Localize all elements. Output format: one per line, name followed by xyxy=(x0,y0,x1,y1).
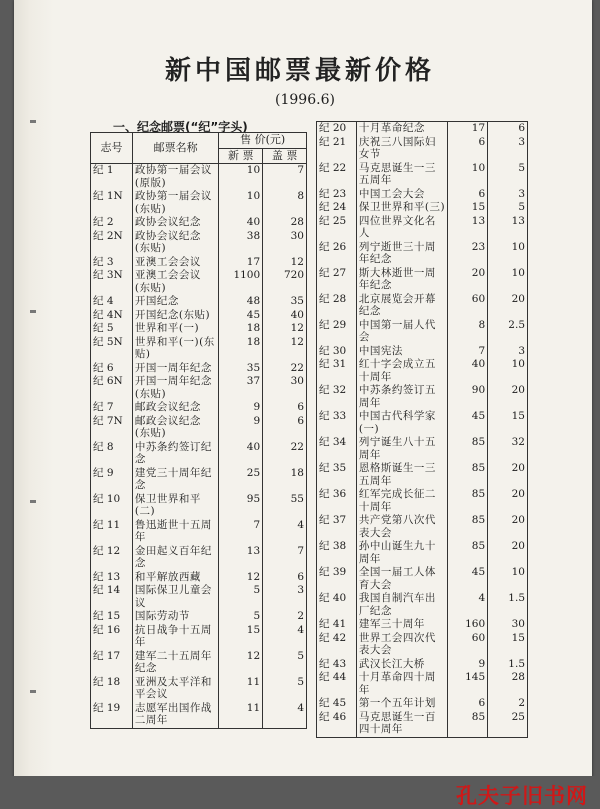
stamp-code: 纪 18 xyxy=(91,676,133,702)
watermark-text: 孔夫子旧书网 xyxy=(456,784,588,808)
price-used: 30 xyxy=(290,375,304,387)
stamp-name: 亚澳工会会议 xyxy=(132,256,218,270)
price-new: 12 xyxy=(219,571,263,585)
price-new: 40 xyxy=(219,216,263,230)
stamp-name: 政协第一届会议(东贴) xyxy=(132,190,218,216)
stamp-name: 亚澳工会会议(东贴) xyxy=(132,269,218,295)
price-used: 10 xyxy=(511,358,525,370)
stamp-name: 列宁诞生八十五周年 xyxy=(356,436,447,462)
price-used: 3 xyxy=(518,344,525,357)
stamp-name: 世界和平(一)(东贴) xyxy=(132,336,218,362)
price-new: 60 xyxy=(448,293,488,319)
stamp-code: 纪 19 xyxy=(91,702,133,729)
price-new: 85 xyxy=(448,540,488,566)
stamp-name: 中国第一届人代会 xyxy=(356,319,447,345)
stamp-name: 我国自制汽车出厂纪念 xyxy=(356,592,447,618)
price-used: 55 xyxy=(290,492,304,505)
stamp-code: 纪 22 xyxy=(317,162,357,188)
price-new: 5 xyxy=(219,584,263,610)
table-row xyxy=(317,658,528,672)
price-used: 20 xyxy=(511,384,525,396)
stamp-code: 纪 1 xyxy=(91,164,133,191)
stamp-name: 国际保卫儿童会议 xyxy=(132,584,218,610)
stamp-name: 红十字会成立五十周年 xyxy=(356,358,447,384)
stamp-code: 纪 3 xyxy=(91,256,133,270)
table-row xyxy=(91,164,307,191)
price-new: 25 xyxy=(219,467,263,493)
stamp-name: 国际劳动节 xyxy=(132,610,218,624)
table-row xyxy=(91,295,307,309)
table-row xyxy=(317,566,528,592)
stamp-code: 纪 7N xyxy=(91,415,133,441)
stamp-name: 北京展览会开幕纪念 xyxy=(356,293,447,319)
staple-mark xyxy=(30,690,36,693)
stamp-name: 邮政会议纪念(东贴) xyxy=(132,415,218,441)
price-used: 1.5 xyxy=(508,592,525,604)
price-used: 6 xyxy=(297,570,304,583)
stamp-name: 政协第一届会议(原版) xyxy=(132,164,218,191)
header-name: 邮票名称 xyxy=(132,133,218,164)
stamp-code: 纪 40 xyxy=(317,592,357,618)
stamp-code: 纪 39 xyxy=(317,566,357,592)
stamp-code: 纪 27 xyxy=(317,267,357,293)
table-row xyxy=(91,375,307,401)
price-used: 30 xyxy=(290,229,304,242)
price-new: 6 xyxy=(448,188,488,202)
stamp-name: 中苏条约签订纪念 xyxy=(132,441,218,467)
price-new: 85 xyxy=(448,462,488,488)
price-new: 40 xyxy=(448,358,488,384)
stamp-name: 世界和平(一) xyxy=(132,322,218,336)
table-row xyxy=(317,540,528,566)
right-table-body xyxy=(317,122,528,738)
price-new: 48 xyxy=(219,295,263,309)
price-used: 10 xyxy=(511,240,525,253)
price-new: 18 xyxy=(219,322,263,336)
price-new: 160 xyxy=(448,618,488,632)
table-row xyxy=(91,650,307,676)
table-row xyxy=(317,711,528,738)
price-new: 95 xyxy=(219,493,263,519)
stamp-name: 十月革命四十周年 xyxy=(356,671,447,697)
table-row xyxy=(91,190,307,216)
stamp-code: 纪 42 xyxy=(317,632,357,658)
table-row xyxy=(317,358,528,384)
price-used: 2.5 xyxy=(508,318,525,331)
stamp-code: 纪 41 xyxy=(317,618,357,632)
price-used: 12 xyxy=(290,255,304,268)
table-row xyxy=(91,415,307,441)
table-row xyxy=(317,241,528,267)
price-new: 45 xyxy=(219,309,263,323)
price-used: 20 xyxy=(511,292,525,305)
stamp-name: 武汉长江大桥 xyxy=(356,658,447,672)
price-used: 22 xyxy=(290,440,304,453)
table-row xyxy=(91,362,307,376)
price-used: 12 xyxy=(290,322,304,334)
price-used: 4 xyxy=(297,623,304,636)
table-row xyxy=(317,122,528,136)
page-title: 新中国邮票最新价格 xyxy=(164,56,435,86)
stamp-code: 纪 4 xyxy=(91,295,133,309)
stamp-name: 斯大林逝世一周年纪念 xyxy=(356,267,447,293)
stamp-code: 纪 4N xyxy=(91,309,133,323)
price-new: 45 xyxy=(448,566,488,592)
stamp-name: 政协会议纪念 xyxy=(132,216,218,230)
price-new: 45 xyxy=(448,410,488,436)
price-new: 85 xyxy=(448,711,488,738)
price-used: 35 xyxy=(290,295,304,307)
price-new: 60 xyxy=(448,632,488,658)
stamp-name: 世界工会四次代表大会 xyxy=(356,632,447,658)
stamp-name: 中国古代科学家(一) xyxy=(356,410,447,436)
table-row xyxy=(91,230,307,256)
stamp-code: 纪 25 xyxy=(317,215,357,241)
table-row xyxy=(91,256,307,270)
price-new: 35 xyxy=(219,362,263,376)
stamp-name: 保卫世界和平(二) xyxy=(132,493,218,519)
price-new: 11 xyxy=(219,702,263,729)
price-used: 18 xyxy=(290,466,304,479)
stamp-name: 邮政会议纪念 xyxy=(132,401,218,415)
price-new: 40 xyxy=(219,441,263,467)
price-new: 85 xyxy=(448,436,488,462)
price-new: 15 xyxy=(448,201,488,215)
table-row xyxy=(91,545,307,571)
stamp-code: 纪 24 xyxy=(317,201,357,215)
stamp-code: 纪 38 xyxy=(317,540,357,566)
table-row xyxy=(91,702,307,729)
price-new: 9 xyxy=(219,401,263,415)
stamp-name: 全国一届工人体育大会 xyxy=(356,566,447,592)
stamp-name: 第一个五年计划 xyxy=(356,697,447,711)
price-used: 5 xyxy=(297,649,304,662)
stamp-code: 纪 2 xyxy=(91,216,133,230)
table-row xyxy=(91,584,307,610)
price-used: 20 xyxy=(511,488,525,500)
price-new: 6 xyxy=(448,136,488,162)
stamp-name: 孙中山诞生九十周年 xyxy=(356,540,447,566)
stamp-name: 抗日战争十五周年 xyxy=(132,624,218,650)
price-used: 4 xyxy=(297,518,304,531)
price-used: 12 xyxy=(290,335,304,348)
stamp-code: 纪 29 xyxy=(317,319,357,345)
stamp-name: 列宁逝世三十周年纪念 xyxy=(356,241,447,267)
price-used: 3 xyxy=(518,135,525,148)
stamp-name: 中国工会大会 xyxy=(356,188,447,202)
price-table-left xyxy=(90,132,307,729)
table-row xyxy=(317,618,528,632)
stamp-name: 开国纪念(东贴) xyxy=(132,309,218,323)
stamp-code: 纪 44 xyxy=(317,671,357,697)
table-row xyxy=(91,441,307,467)
stamp-code: 纪 1N xyxy=(91,190,133,216)
stamp-code: 纪 2N xyxy=(91,230,133,256)
stamp-code: 纪 3N xyxy=(91,269,133,295)
price-used: 28 xyxy=(511,671,525,683)
price-new: 11 xyxy=(219,676,263,702)
stamp-name: 亚洲及太平洋和平会议 xyxy=(132,676,218,702)
table-row xyxy=(317,462,528,488)
stamp-code: 纪 11 xyxy=(91,519,133,545)
header-used: 盖 票 xyxy=(263,148,307,164)
stamp-code: 纪 10 xyxy=(91,493,133,519)
price-table-right xyxy=(316,121,528,738)
price-used: 5 xyxy=(518,161,525,174)
price-new: 7 xyxy=(219,519,263,545)
table-row xyxy=(91,519,307,545)
table-row xyxy=(317,345,528,359)
stamp-code: 纪 6N xyxy=(91,375,133,401)
stamp-name: 中苏条约签订五周年 xyxy=(356,384,447,410)
stamp-name: 和平解放西藏 xyxy=(132,571,218,585)
price-new: 20 xyxy=(448,267,488,293)
table-row xyxy=(317,201,528,215)
table-row xyxy=(317,162,528,188)
stamp-code: 纪 37 xyxy=(317,514,357,540)
price-used: 7 xyxy=(297,164,304,176)
table-row xyxy=(317,188,528,202)
stamp-code: 纪 31 xyxy=(317,358,357,384)
header-price: 售 价(元) xyxy=(219,133,307,149)
table-row xyxy=(317,384,528,410)
price-new: 9 xyxy=(219,415,263,441)
left-table-body xyxy=(91,164,307,729)
table-row xyxy=(317,136,528,162)
price-used: 10 xyxy=(511,266,525,279)
stamp-name: 恩格斯诞生一三五周年 xyxy=(356,462,447,488)
price-new: 10 xyxy=(219,164,263,191)
price-used: 6 xyxy=(518,122,525,134)
stamp-code: 纪 8 xyxy=(91,441,133,467)
price-new: 85 xyxy=(448,514,488,540)
table-row xyxy=(91,624,307,650)
price-used: 40 xyxy=(290,308,304,321)
table-row xyxy=(317,592,528,618)
stamp-name: 政协会议纪念(东贴) xyxy=(132,230,218,256)
section-heading: 一、纪念邮票(“纪”字头) xyxy=(113,120,248,134)
price-used: 13 xyxy=(511,214,525,227)
stamp-code: 纪 30 xyxy=(317,345,357,359)
table-row xyxy=(317,293,528,319)
price-new: 1100 xyxy=(219,269,263,295)
price-used: 30 xyxy=(511,618,525,630)
price-new: 13 xyxy=(219,545,263,571)
price-used: 2 xyxy=(297,610,304,622)
stamp-code: 纪 13 xyxy=(91,571,133,585)
stamp-code: 纪 23 xyxy=(317,188,357,202)
staple-mark xyxy=(30,310,36,313)
price-used: 22 xyxy=(290,361,304,374)
table-row xyxy=(317,488,528,514)
stamp-code: 纪 36 xyxy=(317,488,357,514)
stamp-code: 纪 12 xyxy=(91,545,133,571)
stamp-code: 纪 26 xyxy=(317,241,357,267)
price-used: 15 xyxy=(511,410,525,422)
table-row xyxy=(317,671,528,697)
stamp-code: 纪 17 xyxy=(91,650,133,676)
price-used: 1.5 xyxy=(508,657,525,670)
price-new: 8 xyxy=(448,319,488,345)
price-new: 12 xyxy=(219,650,263,676)
stamp-code: 纪 43 xyxy=(317,658,357,672)
price-used: 5 xyxy=(518,201,525,213)
stamp-code: 纪 5 xyxy=(91,322,133,336)
stamp-code: 纪 45 xyxy=(317,697,357,711)
stamp-code: 纪 7 xyxy=(91,401,133,415)
stamp-code: 纪 33 xyxy=(317,410,357,436)
stamp-name: 开国纪念 xyxy=(132,295,218,309)
table-row xyxy=(317,632,528,658)
price-new: 38 xyxy=(219,230,263,256)
stamp-name: 开国一周年纪念(东贴) xyxy=(132,375,218,401)
stamp-name: 马克思诞生一百四十周年 xyxy=(356,711,447,738)
price-used: 10 xyxy=(511,566,525,578)
table-row xyxy=(317,319,528,345)
table-row xyxy=(317,514,528,540)
table-row xyxy=(317,436,528,462)
price-new: 23 xyxy=(448,241,488,267)
table-row xyxy=(91,610,307,624)
price-used: 8 xyxy=(297,190,304,202)
table-row xyxy=(91,571,307,585)
staple-mark xyxy=(30,500,36,503)
table-row xyxy=(91,493,307,519)
price-used: 720 xyxy=(283,269,304,281)
stamp-name: 四位世界文化名人 xyxy=(356,215,447,241)
price-new: 10 xyxy=(219,190,263,216)
table-row xyxy=(317,697,528,711)
stamp-name: 保卫世界和平(三) xyxy=(356,201,447,215)
table-row xyxy=(317,267,528,293)
price-new: 9 xyxy=(448,658,488,672)
table-row xyxy=(91,322,307,336)
table-row xyxy=(317,410,528,436)
table-row xyxy=(91,216,307,230)
stamp-name: 共产党第八次代表大会 xyxy=(356,514,447,540)
price-used: 20 xyxy=(511,462,525,474)
table-row xyxy=(91,309,307,323)
price-used: 15 xyxy=(511,631,525,644)
binding-margin xyxy=(14,0,54,795)
price-new: 17 xyxy=(219,256,263,270)
header-new: 新 票 xyxy=(219,148,263,164)
stamp-name: 十月革命纪念 xyxy=(356,122,447,136)
price-used: 28 xyxy=(290,216,304,228)
stamp-code: 纪 32 xyxy=(317,384,357,410)
stamp-name: 建军三十周年 xyxy=(356,618,447,632)
price-used: 6 xyxy=(297,401,304,413)
price-used: 5 xyxy=(297,675,304,688)
stamp-name: 马克思诞生一三五周年 xyxy=(356,162,447,188)
stamp-name: 志愿军出国作战二周年 xyxy=(132,702,218,729)
price-new: 13 xyxy=(448,215,488,241)
price-new: 6 xyxy=(448,697,488,711)
price-new: 15 xyxy=(219,624,263,650)
price-used: 20 xyxy=(511,540,525,552)
stamp-code: 纪 35 xyxy=(317,462,357,488)
price-used: 4 xyxy=(297,701,304,714)
price-new: 7 xyxy=(448,345,488,359)
table-row xyxy=(317,215,528,241)
stamp-code: 纪 15 xyxy=(91,610,133,624)
price-used: 7 xyxy=(297,544,304,557)
stamp-code: 纪 14 xyxy=(91,584,133,610)
stamp-name: 红军完成长征二十周年 xyxy=(356,488,447,514)
stamp-name: 开国一周年纪念 xyxy=(132,362,218,376)
stamp-name: 庆祝三八国际妇女节 xyxy=(356,136,447,162)
stamp-code: 纪 20 xyxy=(317,122,357,136)
price-new: 85 xyxy=(448,488,488,514)
price-used: 3 xyxy=(297,584,304,596)
price-new: 5 xyxy=(219,610,263,624)
header-code: 志号 xyxy=(91,133,133,164)
table-row xyxy=(91,676,307,702)
stamp-name: 鲁迅逝世十五周年 xyxy=(132,519,218,545)
staple-mark xyxy=(30,120,36,123)
price-new: 145 xyxy=(448,671,488,697)
table-row xyxy=(91,467,307,493)
table-row xyxy=(91,401,307,415)
stamp-code: 纪 6 xyxy=(91,362,133,376)
table-row xyxy=(91,336,307,362)
stamp-code: 纪 9 xyxy=(91,467,133,493)
stamp-code: 纪 46 xyxy=(317,711,357,738)
stamp-code: 纪 21 xyxy=(317,136,357,162)
stamp-code: 纪 16 xyxy=(91,624,133,650)
price-new: 10 xyxy=(448,162,488,188)
price-used: 3 xyxy=(518,187,525,200)
page-subtitle-date: (1996.6) xyxy=(275,92,335,108)
price-new: 18 xyxy=(219,336,263,362)
price-used: 25 xyxy=(511,710,525,723)
stamp-code: 纪 34 xyxy=(317,436,357,462)
price-new: 4 xyxy=(448,592,488,618)
price-used: 32 xyxy=(511,436,525,448)
price-new: 17 xyxy=(448,122,488,136)
stamp-name: 中国宪法 xyxy=(356,345,447,359)
stamp-code: 纪 5N xyxy=(91,336,133,362)
price-used: 6 xyxy=(297,414,304,427)
price-used: 2 xyxy=(518,697,525,709)
stamp-code: 纪 28 xyxy=(317,293,357,319)
table-row xyxy=(91,269,307,295)
stamp-name: 建党三十周年纪念 xyxy=(132,467,218,493)
stamp-name: 金田起义百年纪念 xyxy=(132,545,218,571)
price-new: 37 xyxy=(219,375,263,401)
stamp-name: 建军二十五周年纪念 xyxy=(132,650,218,676)
price-used: 20 xyxy=(511,514,525,526)
price-new: 90 xyxy=(448,384,488,410)
